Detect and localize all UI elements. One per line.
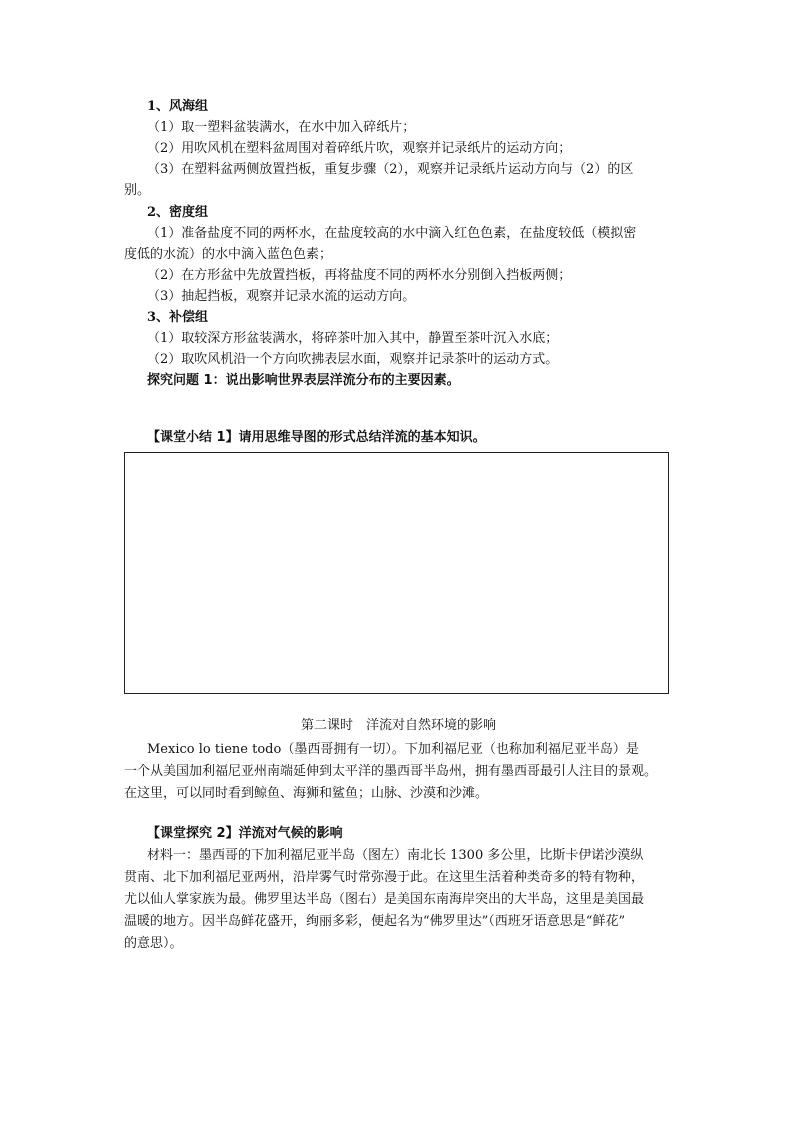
group2-step-1: （1）准备盐度不同的两杯水，在盐度较高的水中滴入红色色素，在盐度较低（模拟密 [147,226,637,241]
inquiry-question-1: 探究问题 1：说出影响世界表层洋流分布的主要因素。 [147,373,460,388]
material-1-line-5: 的意思）。 [124,936,183,951]
group1-step-3-cont: 别。 [124,183,151,198]
group3-step-1: （1）取较深方形盆装满水，将碎茶叶加入其中，静置至茶叶沉入水底； [147,331,559,346]
intro-line-2: 一个从美国加利福尼亚州南端延伸到太平洋的墨西哥半岛州，拥有墨西哥最引人注目的景观。 [124,764,658,779]
group2-step-2: （2）在方形盆中先放置挡板，再将盐度不同的两杯水分别倒入挡板两侧； [147,268,572,283]
group1-step-1: （1）取一塑料盆装满水，在水中加入碎纸片； [147,120,416,135]
group3-step-2: （2）取吹风机沿一个方向吹拂表层水面，观察并记录茶叶的运动方式。 [147,352,559,367]
lesson-2-title: 第二课时 洋流对自然环境的影响 [301,718,497,733]
material-1-line-2: 贯南、北下加利福尼亚两州，沿岸雾气时常弥漫于此。在这里生活着种类奇多的特有物种， [124,870,645,885]
group1-step-2: （2）用吹风机在塑料盆周围对着碎纸片吹，观察并记录纸片的运动方向； [147,141,572,156]
class-inquiry-2: 【课堂探究 2】洋流对气候的影响 [147,826,343,841]
intro-line-1: Mexico lo tiene todo（墨西哥拥有一切）。下加利福尼亚（也称加利福尼亚半岛）是 [147,742,639,757]
class-summary-1: 【课堂小结 1】请用思维导图的形式总结洋流的基本知识。 [147,430,486,445]
group1-title: 1、风海组 [147,99,209,114]
group3-title: 3、补偿组 [147,310,209,325]
group2-step-3: （3）抽起挡板，观察并记录水流的运动方向。 [147,289,416,304]
intro-line-3: 在这里，可以同时看到鲸鱼、海狮和鲨鱼；山脉、沙漠和沙滩。 [124,786,489,801]
material-1-line-3: 尤以仙人掌家族为最。佛罗里达半岛（图右）是美国东南海岸突出的大半岛，这里是美国最 [124,892,645,907]
group2-title: 2、密度组 [147,205,209,220]
group1-step-3: （3）在塑料盆两侧放置挡板，重复步骤（2），观察并记录纸片运动方向与（2）的区 [147,162,634,177]
mind-map-answer-box[interactable] [124,452,669,694]
group2-step-1-cont: 度低的水流）的水中滴入蓝色色素； [124,247,333,262]
material-1-line-4: 温暖的地方。因半岛鲜花盛开，绚丽多彩，便起名为“佛罗里达”（西班牙语意思是“鲜花” [124,914,626,929]
material-1-line-1: 材料一：墨西哥的下加利福尼亚半岛（图左）南北长 1300 多公里，比斯卡伊诺沙漠纵 [147,848,644,863]
